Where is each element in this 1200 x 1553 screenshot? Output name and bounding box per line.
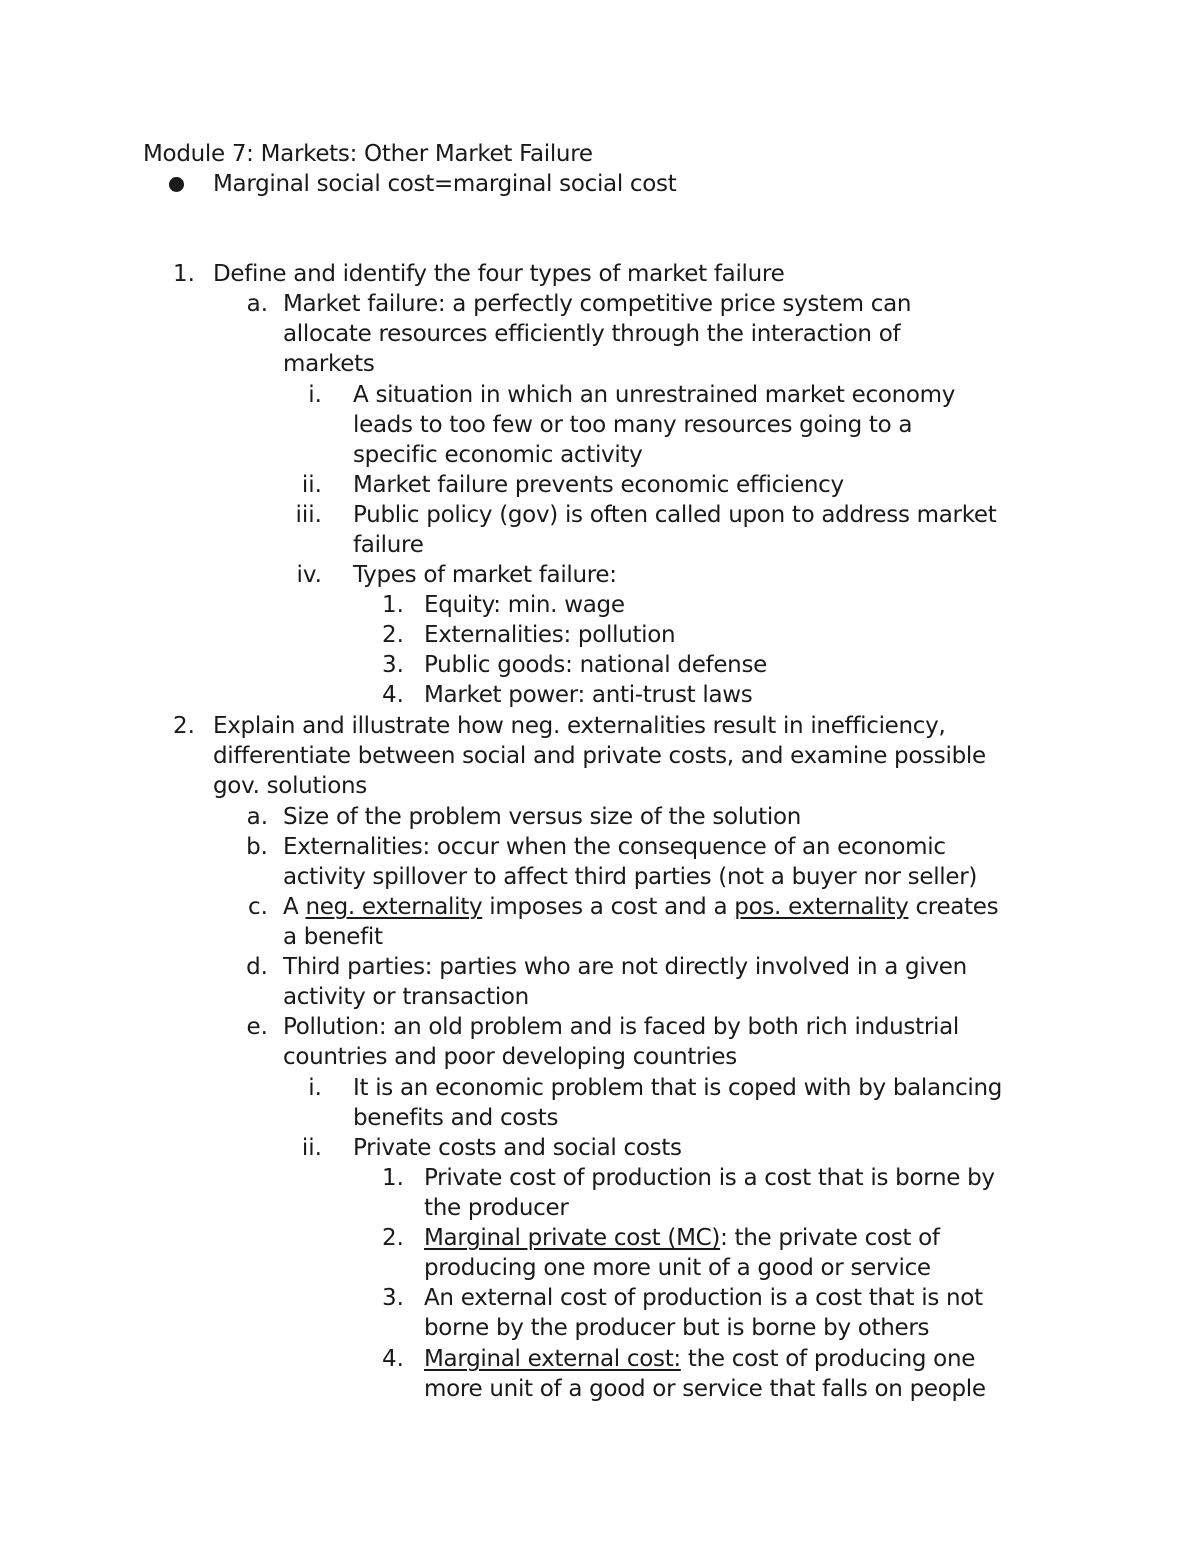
list-item-1ai-line: leads to too few or too many resources going to a — [353, 412, 913, 438]
list-item-cost-line — [424, 1344, 975, 1374]
list-item-cost-line: producing one more unit of a good or service — [424, 1255, 931, 1281]
list-item-2c-line — [283, 892, 998, 922]
list-item-cost-line: borne by the producer but is borne by others — [424, 1315, 930, 1341]
list-item-type: Market power: anti-trust laws — [424, 682, 753, 708]
list-marker: 4. — [382, 682, 404, 708]
list-item-2a-line: Size of the problem versus size of the solution — [283, 804, 802, 830]
list-marker: b. — [246, 834, 268, 860]
list-item-2-line: Explain and illustrate how neg. externalities result in inefficiency, — [213, 713, 946, 739]
list-item-2d-line: Third parties: parties who are not directly involved in a given — [283, 954, 967, 980]
list-item-2c-line: a benefit — [283, 924, 383, 950]
list-marker: 3. — [382, 652, 404, 678]
text-span: : the private cost of — [720, 1225, 940, 1251]
underlined-term: Marginal external cost: — [424, 1346, 681, 1372]
text-span: A — [283, 894, 306, 920]
list-item-1a-line: markets — [283, 351, 375, 377]
list-item-1aiv-line: Types of market failure: — [353, 562, 617, 588]
list-marker: i. — [308, 1075, 322, 1101]
list-item-cost-line: more unit of a good or service that falls on people — [424, 1376, 986, 1402]
list-item-2b-line: activity spillover to affect third parties (not a buyer nor seller) — [283, 864, 978, 890]
list-item-1aiii-line: failure — [353, 532, 424, 558]
list-item-2-line: differentiate between social and private costs, and examine possible — [213, 743, 986, 769]
list-item-1aii-line: Market failure prevents economic efficiency — [353, 472, 844, 498]
underlined-term: neg. externality — [305, 894, 483, 920]
list-item-2e-line: countries and poor developing countries — [283, 1044, 737, 1070]
list-item-2b-line: Externalities: occur when the consequence of an economic — [283, 834, 946, 860]
list-marker: 2. — [173, 713, 195, 739]
page-title: Module 7: Markets: Other Market Failure — [143, 141, 593, 167]
list-marker: 3. — [382, 1285, 404, 1311]
list-marker: 4. — [382, 1346, 404, 1372]
text-span: imposes a cost and a — [482, 894, 735, 920]
text-span: creates — [908, 894, 999, 920]
list-marker: 2. — [382, 1225, 404, 1251]
list-marker: c. — [248, 894, 268, 920]
list-marker: ii. — [301, 1135, 322, 1161]
list-item-cost-line: An external cost of production is a cost that is not — [424, 1285, 983, 1311]
list-item-1aiii-line: Public policy (gov) is often called upon to address market — [353, 502, 997, 528]
bullet-text: Marginal social cost=marginal social cost — [213, 171, 677, 197]
list-item-2eii-line: Private costs and social costs — [353, 1135, 682, 1161]
list-item-type: Public goods: national defense — [424, 652, 767, 678]
list-marker: e. — [246, 1014, 268, 1040]
list-item-1ai-line: A situation in which an unrestrained market economy — [353, 382, 956, 408]
list-item-1a-line: Market failure: a perfectly competitive price system can — [283, 291, 912, 317]
list-marker: 1. — [382, 592, 404, 618]
list-item-2d-line: activity or transaction — [283, 984, 529, 1010]
bullet-icon — [169, 177, 184, 192]
underlined-term: Marginal private cost (MC) — [424, 1225, 721, 1251]
list-item-2e-line: Pollution: an old problem and is faced by both rich industrial — [283, 1014, 959, 1040]
list-marker: 2. — [382, 622, 404, 648]
list-marker: ii. — [301, 472, 322, 498]
list-item-2ei-line: It is an economic problem that is coped with by balancing — [353, 1075, 1003, 1101]
list-item-cost-line: the producer — [424, 1195, 569, 1221]
list-marker: 1. — [173, 261, 195, 287]
list-item-cost-line: Private cost of production is a cost that is borne by — [424, 1165, 995, 1191]
list-item-type: Equity: min. wage — [424, 592, 625, 618]
list-marker: a. — [246, 804, 268, 830]
list-marker: iii. — [295, 502, 322, 528]
list-item-1a-line: allocate resources efficiently through the interaction of — [283, 321, 901, 347]
list-marker: 1. — [382, 1165, 404, 1191]
list-marker: a. — [246, 291, 268, 317]
text-span: the cost of producing one — [680, 1346, 976, 1372]
list-marker: iv. — [296, 562, 322, 588]
list-item-cost-line — [424, 1223, 940, 1253]
list-marker: i. — [308, 382, 322, 408]
list-item-2ei-line: benefits and costs — [353, 1105, 559, 1131]
list-item-type: Externalities: pollution — [424, 622, 676, 648]
underlined-term: pos. externality — [734, 894, 909, 920]
list-item-1: Define and identify the four types of market failure — [213, 261, 785, 287]
list-item-2-line: gov. solutions — [213, 773, 367, 799]
list-marker: d. — [246, 954, 268, 980]
list-item-1ai-line: specific economic activity — [353, 442, 643, 468]
